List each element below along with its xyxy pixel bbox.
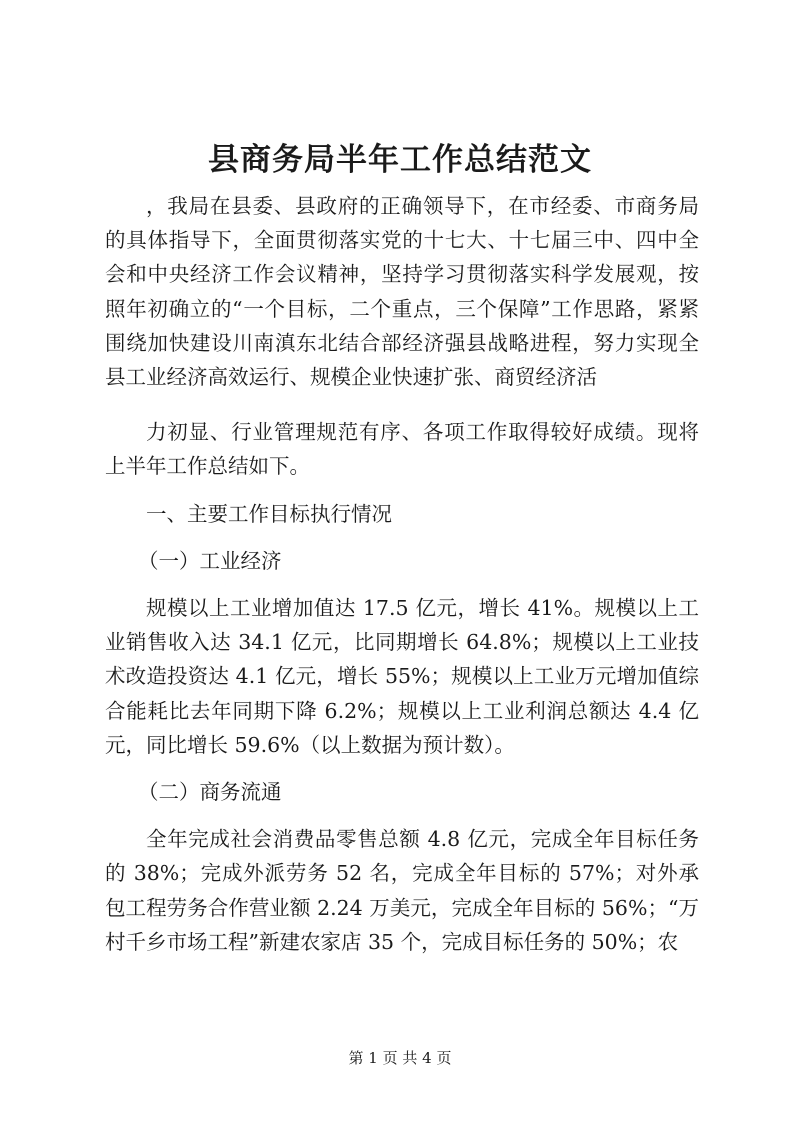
subsection-heading-commerce: （二）商务流通	[138, 780, 282, 805]
subsection-heading-industry: （一）工业经济	[138, 548, 282, 573]
commerce-paragraph: 全年完成社会消费品零售总额 4.8 亿元，完成全年目标任务的 38%；完成外派劳务 52 名，完成全年目标的 57%；对外承包工程劳务合作营业额 2.24 万美元，完成全年目标的 56%；“万村千乡市场工程”新建农家店 35 个，完成目标任务的 50%；农	[105, 827, 699, 954]
intro-continuation-paragraph: 力初显、行业管理规范有序、各项工作取得较好成绩。现将上半年工作总结如下。	[105, 420, 699, 479]
document-body	[105, 189, 699, 959]
page-title: 县商务局半年工作总结范文	[208, 142, 592, 178]
industry-paragraph: 规模以上工业增加值达 17.5 亿元，增长 41%。规模以上工业销售收入达 34.1 亿元，比同期增长 64.8%；规模以上工业技术改造投资达 4.1 亿元，增长 55%；规模以上工业万元增加值综合能耗比去年同期下降 6.2%；规模以上工业利润总额达 4.4 亿元，同比增长 59.6%（以上数据为预计数）。	[105, 596, 699, 757]
section-heading: 一、主要工作目标执行情况	[146, 501, 392, 526]
page-footer: 第 1 页 共 4 页	[348, 1049, 452, 1067]
intro-paragraph: ，我局在县委、县政府的正确领导下，在市经委、市商务局的具体指导下，全面贯彻落实党的十七大、十七届三中、四中全会和中央经济工作会议精神，坚持学习贯彻落实科学发展观，按照年初确立的“一个目标，二个重点，三个保障”工作思路，紧紧围绕加快建设川南滇东北结合部经济强县战略进程，努力实现全县工业经济高效运行、规模企业快速扩张、商贸经济活	[105, 194, 699, 390]
